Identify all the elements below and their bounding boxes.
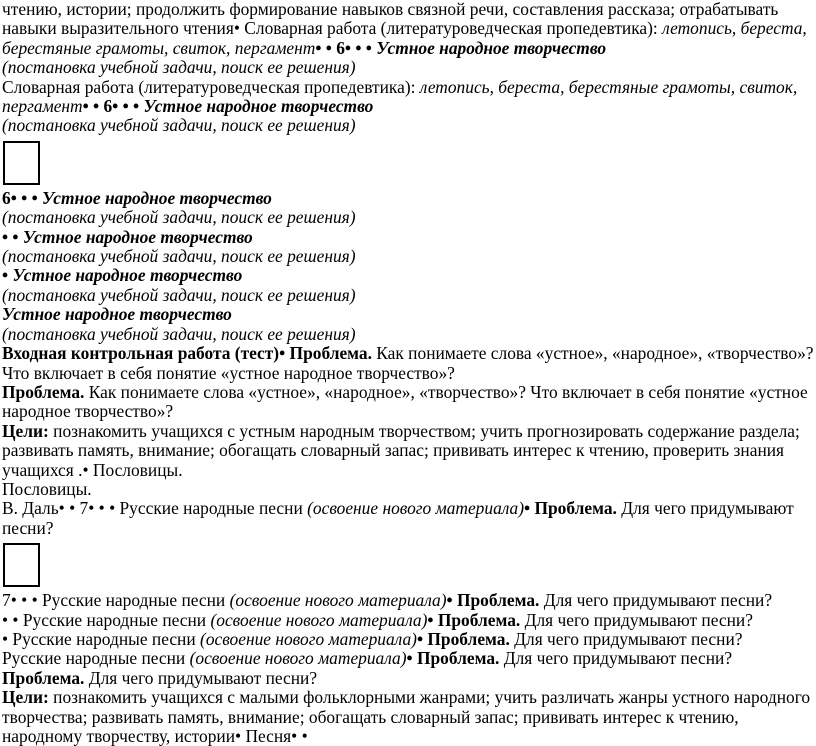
text-run: Для чего придумывают песни? [509,628,743,649]
paragraph-heading-3 [2,266,814,305]
text-run: Для чего придумывают песни? [539,590,773,611]
section-subtitle: (постановка учебной задачи, поиск ее решения) [2,323,356,344]
section-subtitle: (постановка учебной задачи, поиск ее решения) [2,207,356,228]
paragraph-songs-problem [2,669,814,688]
paragraph-songs-2 [2,611,814,630]
paragraph-songs-intro [2,499,814,538]
paragraph-goals-continuation [2,0,814,78]
vocabulary-list: летопись, береста, берестяные грамоты, свиток, пергамент [2,18,807,58]
text-run: • Словарная работа (литературоведческая пропедевтика): [233,18,658,39]
text-run: • • Русские народные песни [2,609,211,630]
text-run: Для чего придумывают песни? [84,667,318,688]
paragraph-proverbs: Пословицы. [2,478,92,499]
text-run: Как понимаете слова «устное», «народное», «творчество»? Что включает в себя понятие «устное народное творчество»? [2,343,814,383]
activity-type: (освоение нового материала) [229,590,447,611]
section-subtitle: (постановка учебной задачи, поиск ее решения) [2,57,356,78]
text-run: • Русские народные песни [2,628,201,649]
vocabulary-list: летопись, береста, берестяные грамоты, свиток, пергамент [2,76,798,117]
section-title: Устное народное творчество [42,187,272,208]
activity-type: (освоение нового материала) [307,498,525,519]
text-run: Для чего придумывают песни? [520,609,753,630]
problem-label: • Проблема. [406,648,500,669]
paragraph-songs-4 [2,649,814,668]
paragraph-songs-goals [2,688,814,746]
bullet-marks: • [2,265,13,286]
problem-label: Проблема. [2,667,85,688]
test-label: Входная контрольная работа (тест) [2,343,280,364]
section-title: Устное народное творчество [22,226,253,247]
problem-label: • Проблема. [524,498,617,519]
text-run: 7• • • Русские народные песни [2,590,230,611]
paragraph-heading-4 [2,305,814,344]
text-run: Словарная работа (литературоведческая пропедевтика): [2,76,416,97]
paragraph-vocabulary [2,78,814,136]
text-run: В. Даль• • 7• • • Русские народные песни [2,498,308,519]
paragraph-problem [2,383,814,422]
section-subtitle: (постановка учебной задачи, поиск ее решения) [2,246,356,267]
text-run: чтению, истории; продолжить формирование навыков связной речи, составления рассказа; отрабатывать навыки выразительного чтения [2,0,779,39]
bullet-marks: 6• • • [2,187,43,208]
problem-label: • Проблема. [446,590,540,611]
activity-type: (освоение нового материала) [200,628,417,649]
problem-label: Проблема. [2,381,85,402]
goals-label: Цели: [2,687,49,708]
text-run: познакомить учащихся с устным народным творчеством; учить прогнозировать содержание раздела; развивать память, внимание; обогащать словарный запас; прививать интерес к чтению, проверить знания учащихся .• Пословицы. [2,420,800,480]
paragraph-goals [2,422,814,480]
problem-label: • Проблема. [416,628,510,649]
paragraph-heading-1 [2,189,814,228]
paragraph-entrance-test [2,344,814,383]
bullet-marks: • • 6• • • [82,96,144,117]
problem-label: • Проблема. [427,609,521,630]
section-title: Устное народное творчество [2,304,232,325]
problem-label: • Проблема. [279,343,372,364]
paragraph-songs-3 [2,630,814,649]
activity-type: (освоение нового материала) [210,609,428,630]
section-subtitle: (постановка учебной задачи, поиск ее решения) [2,115,356,136]
section-title: Устное народное творчество [12,265,243,286]
goals-label: Цели: [2,420,49,441]
bullet-marks: • • [2,226,23,247]
text-run: Для чего придумывают песни? [499,648,733,669]
activity-type: (освоение нового материала) [189,648,407,669]
section-title: Устное народное творчество [376,37,607,58]
text-run: познакомить учащихся с малыми фольклорными жанрами; учить различать жанры устного народного творчества; развивать память, внимание; обогащать словарный запас; прививать интерес к чтению, народному творчеству, истории• Песня• • [2,687,811,746]
paragraph-heading-2 [2,228,814,267]
paragraph-songs-1 [2,591,814,610]
section-subtitle: (постановка учебной задачи, поиск ее решения) [2,284,356,305]
empty-frame [3,543,40,587]
section-title: Устное народное творчество [143,96,374,117]
text-run: Русские народные песни [2,648,190,669]
text-run: Как понимаете слова «устное», «народное», «творчество»? Что включает в себя понятие «устное народное творчество»? [2,381,808,422]
text-run: Для чего придумывают песни? [2,498,794,538]
bullet-marks: • • 6• • • [315,37,377,58]
empty-frame [3,141,40,185]
